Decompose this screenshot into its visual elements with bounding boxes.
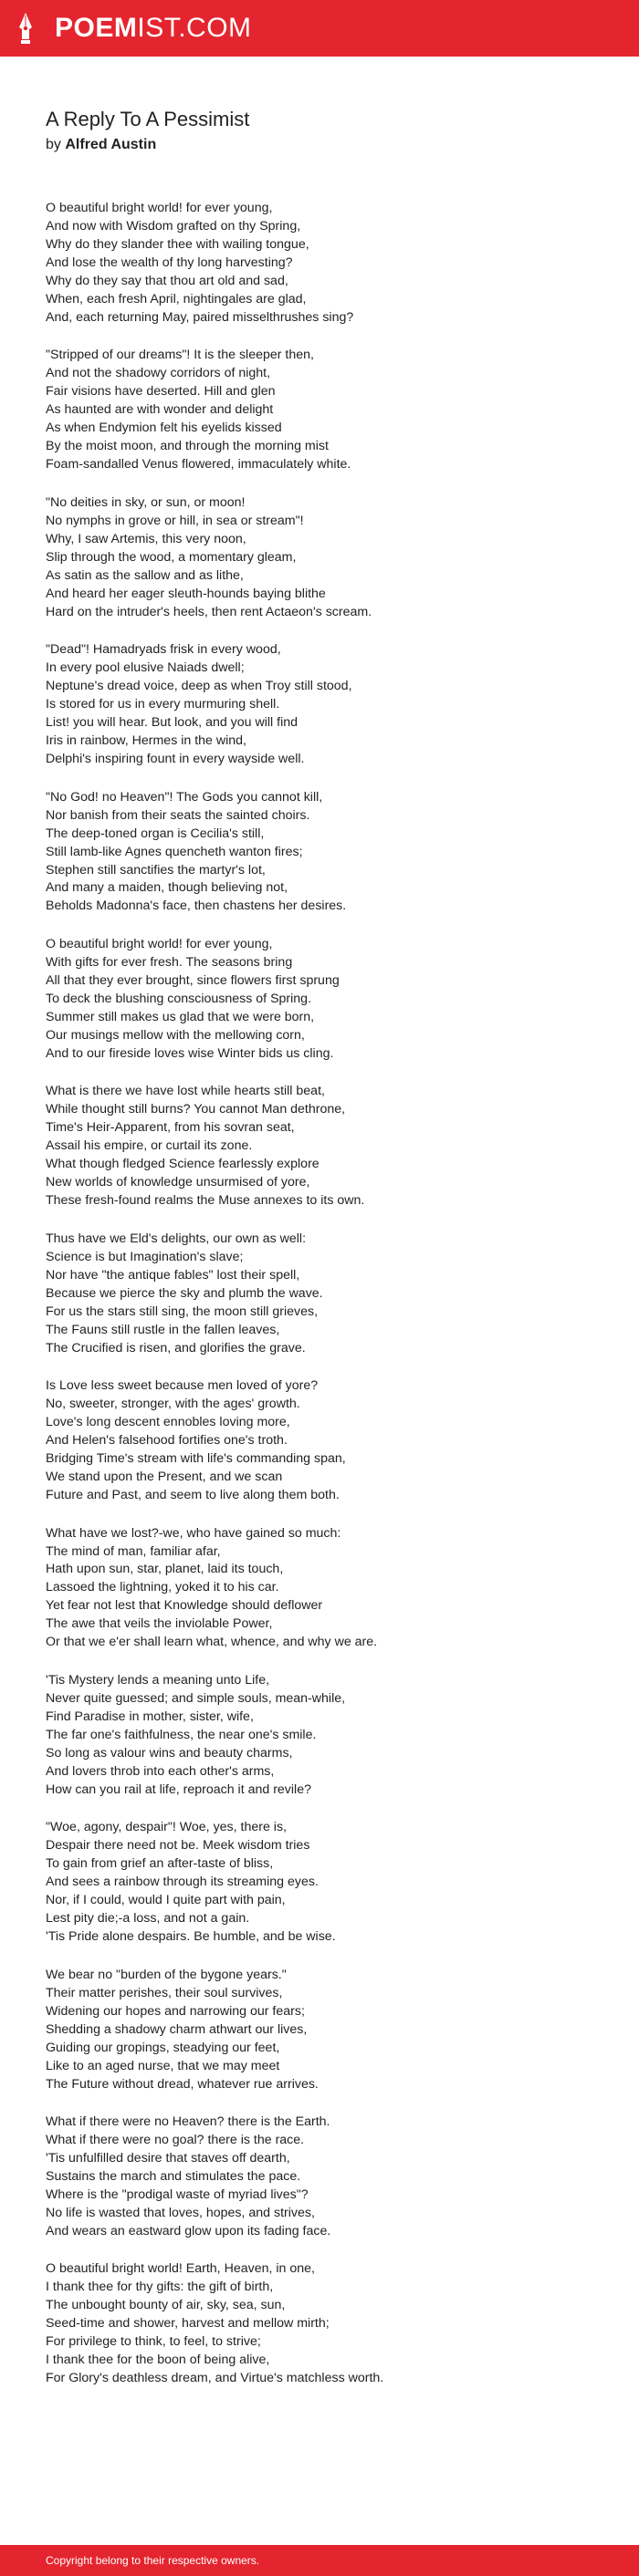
poem-line: While thought still burns? You cannot Man dethrone, (46, 1102, 346, 1117)
poem-line: Yet fear not lest that Knowledge should deflower (46, 1598, 323, 1614)
poem-line: For us the stars still sing, the moon still grieves, (46, 1304, 319, 1319)
poem-line: I thank thee for the boon of being alive, (46, 2353, 270, 2368)
poem-line: Nor have "the antique fables" lost their spell, (46, 1267, 300, 1283)
poem-line: Still lamb-like Agnes quencheth wanton fires; (46, 844, 303, 859)
poem-line: What if there were no goal? there is the race. (46, 2133, 305, 2148)
site-logo-link[interactable] (55, 12, 252, 45)
poem-line: The unbought bounty of air, sky, sea, sun, (46, 2298, 286, 2313)
poem-line: These fresh-found realms the Muse annexes to its own. (46, 1193, 365, 1209)
poem-stanza (46, 1083, 612, 1210)
poem-line: Seed-time and shower, harvest and mellow mirth; (46, 2316, 330, 2332)
poem-line: And, each returning May, paired misselthrushes sing? (46, 309, 354, 325)
poem-stanza (46, 1819, 612, 1947)
poem-line: Shedding a shadowy charm athwart our lives, (46, 2021, 308, 2037)
poem-line: Is stored for us in every murmuring shell. (46, 697, 280, 712)
poem-line: Their matter perishes, their soul survives, (46, 1985, 283, 2000)
poem-line: What though fledged Science fearlessly explore (46, 1157, 320, 1172)
poem-line: By the moist moon, and through the morning mist (46, 439, 329, 454)
poem-line: And not the shadowy corridors of night, (46, 366, 271, 381)
poem-stanza (46, 1525, 612, 1653)
poem-line: Our musings mellow with the mellowing corn, (46, 1027, 305, 1043)
poem-line: The deep-toned organ is Cecilia's still, (46, 826, 265, 841)
poem-line: Lassoed the lightning, yoked it to his car. (46, 1580, 279, 1595)
poem-line: The awe that veils the inviolable Power, (46, 1616, 273, 1632)
poem-line: Like to an aged nurse, that we may meet (46, 2058, 280, 2073)
poem-line: "No deities in sky, or sun, or moon! (46, 494, 246, 510)
poem-line: Bridging Time's stream with life's commanding span, (46, 1451, 346, 1467)
poem-line: To gain from grief an after-taste of bliss, (46, 1856, 274, 1872)
poem-line: 'Tis Pride alone despairs. Be humble, and be wise. (46, 1929, 336, 1945)
poem-line: And many a maiden, though believing not, (46, 880, 288, 896)
poem-line: As haunted are with wonder and delight (46, 402, 274, 418)
poem-line: The mind of man, familiar afar, (46, 1543, 221, 1559)
poem-line: 'Tis unfulfilled desire that staves off dearth, (46, 2151, 290, 2166)
poem-line: Love's long descent ennobles loving more, (46, 1415, 290, 1430)
poem-line: New worlds of knowledge unsurmised of yore, (46, 1175, 310, 1190)
poem-line: With gifts for ever fresh. The seasons bring (46, 954, 293, 970)
logo-text-bold: POEM (55, 13, 138, 43)
poem-line: What have we lost?-we, who have gained so much: (46, 1525, 341, 1541)
poem-stanza (46, 2260, 612, 2388)
logo-text-light: IST.COM (137, 13, 252, 43)
poem-line: What is there we have lost while hearts still beat, (46, 1084, 325, 1099)
poem-line: 'Tis Mystery lends a meaning unto Life, (46, 1672, 270, 1688)
poem-body (46, 200, 612, 2408)
poem-line: Stephen still sanctifies the martyr's lot, (46, 862, 266, 878)
poem-line: "No God! no Heaven"! The Gods you cannot kill, (46, 789, 323, 805)
poem-line: "Stripped of our dreams"! It is the sleeper then, (46, 348, 314, 363)
poem-line: Summer still makes us glad that we were born, (46, 1009, 315, 1024)
poem-line: Never quite guessed; and simple souls, mean-while, (46, 1690, 346, 1706)
poem-line: Iris in rainbow, Hermes in the wind, (46, 733, 246, 749)
poem-line: When, each fresh April, nightingales are glad, (46, 291, 307, 306)
poem-line: For privilege to think, to feel, to strive; (46, 2334, 261, 2350)
poem-line: O beautiful bright world! Earth, Heaven, in one, (46, 2261, 315, 2277)
poem-line: No, sweeter, stronger, with the ages' growth. (46, 1397, 300, 1412)
poem-title: A Reply To A Pessimist (46, 108, 250, 130)
poem-line: Future and Past, and seem to live along them both. (46, 1488, 340, 1503)
poem-line: Why, I saw Artemis, this very noon, (46, 531, 246, 546)
poem-line: No nymphs in grove or hill, in sea or stream"! (46, 513, 304, 528)
by-label: by (46, 137, 61, 152)
poem-line: And lose the wealth of thy long harvesting? (46, 254, 293, 270)
poem-line: Slip through the wood, a momentary gleam, (46, 549, 297, 565)
poem-line: What if there were no Heaven? there is the Earth. (46, 2114, 330, 2130)
poem-line: And heard her eager sleuth-hounds baying blithe (46, 586, 326, 601)
poem-line: I thank thee for thy gifts: the gift of birth, (46, 2280, 274, 2295)
site-header (0, 0, 639, 57)
poem-line: Neptune's dread voice, deep as when Troy still stood, (46, 679, 352, 694)
poem-line: Why do they say that thou art old and sad, (46, 273, 288, 288)
copyright-text: Copyright belong to their respective owners. (46, 2554, 260, 2567)
poem-line: "Dead"! Hamadryads frisk in every wood, (46, 642, 281, 658)
byline (46, 135, 156, 155)
poem-line: Nor, if I could, would I quite part with pain, (46, 1893, 286, 1908)
author-link[interactable]: Alfred Austin (65, 137, 157, 152)
poem-line: Nor banish from their seats the sainted choirs. (46, 807, 310, 823)
poem-stanza (46, 2114, 612, 2241)
poem-line: We bear no "burden of the bygone years." (46, 1967, 287, 1982)
site-footer (0, 2545, 639, 2576)
poem-line: Find Paradise in mother, sister, wife, (46, 1709, 254, 1724)
poem-stanza (46, 1377, 612, 1505)
poem-line: The Crucified is risen, and glorifies the grave. (46, 1340, 306, 1356)
poem-line: No life is wasted that loves, hopes, and strives, (46, 2206, 315, 2220)
poem-stanza (46, 1231, 612, 1358)
poem-line: Hath upon sun, star, planet, laid its touch, (46, 1562, 284, 1577)
poem-line: O beautiful bright world! for ever young, (46, 936, 273, 951)
poem-line: Fair visions have deserted. Hill and glen (46, 384, 276, 400)
poem-line: So long as valour wins and beauty charms, (46, 1745, 293, 1761)
poem-stanza (46, 494, 612, 622)
poem-line: Assail his empire, or curtail its zone. (46, 1138, 253, 1154)
poem-line: And Helen's falsehood fortifies one's troth. (46, 1433, 288, 1449)
poem-line: Lest pity die;-a loss, and not a gain. (46, 1911, 250, 1927)
poem-stanza (46, 347, 612, 474)
poem-line: For Glory's deathless dream, and Virtue's matchless worth. (46, 2371, 384, 2386)
poem-line: Despair there need not be. Meek wisdom tries (46, 1838, 310, 1854)
poem-stanza (46, 1967, 612, 2094)
poem-line: As when Endymion felt his eyelids kissed (46, 421, 282, 436)
poem-line: Delphi's inspiring fount in every wayside well. (46, 752, 305, 767)
poem-stanza (46, 789, 612, 917)
poem-line: Science is but Imagination's slave; (46, 1249, 244, 1264)
poem-line: And sees a rainbow through its streaming eyes. (46, 1875, 319, 1890)
poem-line: "Woe, agony, despair"! Woe, yes, there is, (46, 1820, 287, 1835)
poem-stanza (46, 1672, 612, 1800)
poem-line: To deck the blushing consciousness of Spring. (46, 991, 312, 1006)
poem-line: Is Love less sweet because men loved of yore? (46, 1378, 319, 1394)
quill-pen-icon[interactable] (16, 12, 35, 45)
poem-line: Thus have we Eld's delights, our own as well: (46, 1231, 307, 1246)
poem-line: The Fauns still rustle in the fallen leaves, (46, 1322, 280, 1337)
poem-line: Widening our hopes and narrowing our fears; (46, 2003, 305, 2019)
poem-line: Or that we e'er shall learn what, whence, and why we are. (46, 1635, 378, 1650)
poem-line: Time's Heir-Apparent, from his sovran seat, (46, 1120, 295, 1136)
poem-stanza (46, 200, 612, 327)
poem-line: We stand upon the Present, and we scan (46, 1470, 283, 1485)
poem-line: Hard on the intruder's heels, then rent Actaeon's scream. (46, 604, 372, 619)
poem-line: Guiding our gropings, steadying our feet, (46, 2040, 280, 2055)
poem-line: Beholds Madonna's face, then chastens her desires. (46, 898, 347, 914)
poem-line: Where is the "prodigal waste of myriad lives"? (46, 2187, 309, 2203)
poem-line: Because we pierce the sky and plumb the wave. (46, 1285, 323, 1301)
poem-line: List! you will hear. But look, and you will find (46, 715, 299, 731)
poem-line: O beautiful bright world! for ever young, (46, 201, 273, 215)
poem-line: And lovers throb into each other's arms, (46, 1763, 275, 1779)
poem-line: Sustains the march and stimulates the pace. (46, 2169, 301, 2185)
poem-line: As satin as the sallow and as lithe, (46, 567, 244, 583)
poem-line: In every pool elusive Naiads dwell; (46, 660, 245, 676)
poem-stanza (46, 936, 612, 1064)
poem-line: And now with Wisdom grafted on thy Spring, (46, 218, 301, 234)
poem-line: And to our fireside loves wise Winter bids us cling. (46, 1045, 334, 1061)
poem-line: The Future without dread, whatever rue arrives. (46, 2076, 319, 2092)
poem-stanza (46, 641, 612, 769)
poem-line: Why do they slander thee with wailing tongue, (46, 236, 309, 252)
poem-line: The far one's faithfulness, the near one's smile. (46, 1727, 317, 1742)
poem-line: How can you rail at life, reproach it and revile? (46, 1781, 311, 1797)
poem-line: Foam-sandalled Venus flowered, immaculately white. (46, 457, 351, 473)
poem-line: And wears an eastward glow upon its fading face. (46, 2223, 331, 2238)
poem-line: All that they ever brought, since flowers first sprung (46, 972, 340, 988)
